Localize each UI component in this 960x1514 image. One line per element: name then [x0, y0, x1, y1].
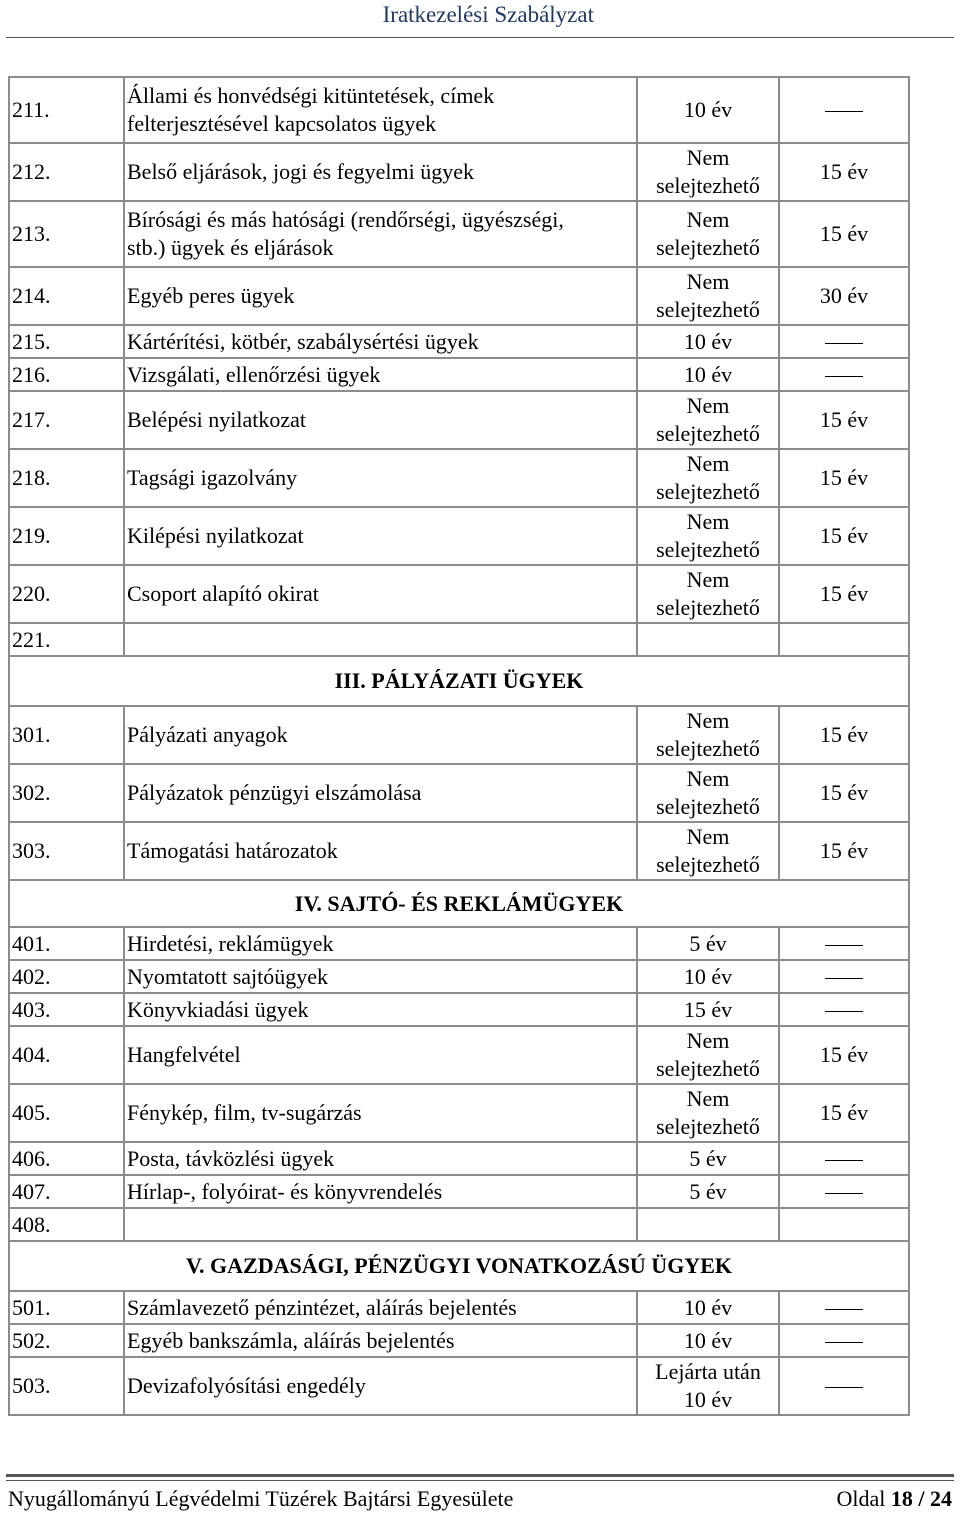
retention-line: 10 év: [683, 1387, 733, 1412]
section-heading-row: [9, 656, 909, 706]
retention-line: 10 év: [683, 963, 733, 989]
archive-period: [779, 1324, 909, 1357]
item-number: 219.: [9, 507, 124, 565]
description-line: Egyéb peres ügyek: [127, 283, 295, 308]
retention-line: Nem: [686, 393, 730, 418]
description-line: Pályázati anyagok: [127, 722, 288, 747]
retention-line: 10 év: [683, 97, 733, 122]
description-line: Támogatási határozatok: [127, 838, 338, 863]
retention-period: [637, 201, 779, 267]
item-description: [124, 565, 637, 623]
item-number: 503.: [9, 1357, 124, 1415]
item-number: 406.: [9, 1142, 124, 1175]
dash-mark: [825, 945, 863, 946]
description-line: Posta, távközlési ügyek: [127, 1145, 335, 1171]
item-description: [124, 143, 637, 201]
retention-line: selejtezhető: [656, 794, 760, 819]
dash-mark: [825, 1342, 863, 1343]
archive-period: [779, 1175, 909, 1208]
retention-period: [637, 1208, 779, 1241]
table-row: [9, 1324, 909, 1357]
table-row: [9, 325, 909, 358]
retention-line: selejtezhető: [656, 852, 760, 877]
dash-mark: [825, 1160, 863, 1161]
retention-line: selejtezhető: [656, 1114, 760, 1139]
retention-line: Nem: [686, 145, 730, 170]
archive-period: [779, 1291, 909, 1324]
item-description: [124, 201, 637, 267]
retention-period: [637, 143, 779, 201]
retention-line: Nem: [686, 1086, 730, 1111]
section-heading-row: [9, 1241, 909, 1291]
item-description: [124, 507, 637, 565]
section-heading-row: [9, 880, 909, 927]
description-line: Devizafolyósítási engedély: [127, 1373, 366, 1398]
description-line: Számlavezető pénzintézet, aláírás bejelentés: [127, 1294, 517, 1320]
footer-organization: Nyugállományú Légvédelmi Tüzérek Bajtársi Egyesülete: [8, 1486, 514, 1511]
description-line: Kártérítési, kötbér, szabálysértési ügyek: [127, 328, 479, 354]
archive-period: [779, 927, 909, 960]
item-number: 402.: [9, 960, 124, 993]
retention-period: [637, 507, 779, 565]
archive-period: [779, 358, 909, 391]
dash-mark: [825, 1387, 863, 1388]
table-row: [9, 1175, 909, 1208]
item-number: 502.: [9, 1324, 124, 1357]
retention-period: [637, 960, 779, 993]
item-description: [124, 764, 637, 822]
retention-period: [637, 822, 779, 880]
retention-line: selejtezhető: [656, 297, 760, 322]
description-line: Vizsgálati, ellenőrzési ügyek: [127, 361, 381, 387]
page-header: [0, 0, 960, 38]
page-number: [836, 1486, 952, 1512]
retention-period: [637, 1084, 779, 1142]
retention-period: [637, 927, 779, 960]
retention-line: selejtezhető: [656, 537, 760, 562]
item-number: 214.: [9, 267, 124, 325]
description-line: Állami és honvédségi kitüntetések, címek: [127, 83, 495, 108]
description-line: Pályázatok pénzügyi elszámolása: [127, 780, 422, 805]
item-number: 213.: [9, 201, 124, 267]
description-line: Egyéb bankszámla, aláírás bejelentés: [127, 1327, 455, 1353]
dash-mark: [825, 1193, 863, 1194]
item-number: 220.: [9, 565, 124, 623]
item-description: [124, 325, 637, 358]
item-description: [124, 993, 637, 1026]
retention-period: [637, 1291, 779, 1324]
retention-line: Nem: [686, 824, 730, 849]
header-divider: [6, 37, 954, 38]
archive-period: 15 év: [779, 201, 909, 267]
archive-period: [779, 1357, 909, 1415]
item-description: [124, 358, 637, 391]
retention-period: [637, 1142, 779, 1175]
retention-line: selejtezhető: [656, 235, 760, 260]
item-description: [124, 1291, 637, 1324]
retention-line: Nem: [686, 207, 730, 232]
retention-period: [637, 325, 779, 358]
table-row: [9, 822, 909, 880]
item-number: 218.: [9, 449, 124, 507]
archive-period: [779, 960, 909, 993]
archive-period: 15 év: [779, 565, 909, 623]
description-line: Fénykép, film, tv-sugárzás: [127, 1100, 362, 1125]
item-description: [124, 1084, 637, 1142]
table-row: [9, 1291, 909, 1324]
description-line: Kilépési nyilatkozat: [127, 523, 304, 548]
table-row: [9, 143, 909, 201]
archive-period: [779, 325, 909, 358]
item-description: [124, 927, 637, 960]
description-line: Bírósági és más hatósági (rendőrségi, ügyészségi,: [127, 207, 564, 232]
document-title: Iratkezelési Szabályzat: [382, 2, 594, 27]
item-description: [124, 1208, 637, 1241]
page-label: Oldal: [836, 1486, 886, 1511]
retention-line: selejtezhető: [656, 736, 760, 761]
item-number: 303.: [9, 822, 124, 880]
table-row: [9, 201, 909, 267]
archive-period: 15 év: [779, 143, 909, 201]
page-separator: /: [918, 1486, 925, 1511]
archive-period: [779, 1142, 909, 1175]
retention-line: Nem: [686, 451, 730, 476]
archive-period: 15 év: [779, 507, 909, 565]
archive-period: 15 év: [779, 822, 909, 880]
dash-mark: [825, 343, 863, 344]
retention-line: selejtezhető: [656, 173, 760, 198]
retention-line: selejtezhető: [656, 421, 760, 446]
table-row: [9, 960, 909, 993]
archive-period: 15 év: [779, 449, 909, 507]
retention-period: [637, 391, 779, 449]
description-line: Csoport alapító okirat: [127, 581, 319, 606]
retention-line: 10 év: [683, 1294, 733, 1320]
retention-line: 10 év: [683, 1327, 733, 1353]
table-row: [9, 623, 909, 656]
description-line: Hírlap-, folyóirat- és könyvrendelés: [127, 1178, 443, 1204]
retention-line: selejtezhető: [656, 1056, 760, 1081]
table-row: [9, 358, 909, 391]
item-description: [124, 1175, 637, 1208]
archive-period: [779, 623, 909, 656]
table-row: [9, 706, 909, 764]
archive-period: 15 év: [779, 706, 909, 764]
item-number: 221.: [9, 623, 124, 656]
archive-period: 15 év: [779, 1026, 909, 1084]
page-current: 18: [890, 1486, 913, 1511]
archive-period: [779, 993, 909, 1026]
table-row: [9, 391, 909, 449]
item-description: [124, 77, 637, 143]
description-line: felterjesztésével kapcsolatos ügyek: [127, 111, 437, 136]
retention-period: [637, 764, 779, 822]
retention-line: Nem: [686, 708, 730, 733]
item-description: [124, 623, 637, 656]
retention-period: [637, 77, 779, 143]
section-heading: III. PÁLYÁZATI ÜGYEK: [9, 656, 909, 706]
footer-divider-thick: [6, 1474, 954, 1477]
item-description: [124, 449, 637, 507]
description-line: Belépési nyilatkozat: [127, 407, 306, 432]
description-line: Könyvkiadási ügyek: [127, 996, 309, 1022]
retention-line: 5 év: [689, 1145, 727, 1171]
item-description: [124, 960, 637, 993]
item-number: 501.: [9, 1291, 124, 1324]
item-number: 217.: [9, 391, 124, 449]
item-number: 212.: [9, 143, 124, 201]
section-heading: V. GAZDASÁGI, PÉNZÜGYI VONATKOZÁSÚ ÜGYEK: [9, 1241, 909, 1291]
retention-line: selejtezhető: [656, 479, 760, 504]
description-line: Hirdetési, reklámügyek: [127, 930, 334, 956]
table-row: [9, 267, 909, 325]
table-row: [9, 1084, 909, 1142]
archive-period: 30 év: [779, 267, 909, 325]
retention-line: 10 év: [683, 361, 733, 387]
retention-period: [637, 358, 779, 391]
description-line: Belső eljárások, jogi és fegyelmi ügyek: [127, 159, 475, 184]
table-row: [9, 449, 909, 507]
description-line: Tagsági igazolvány: [127, 465, 298, 490]
retention-line: 15 év: [683, 996, 733, 1022]
dash-mark: [825, 978, 863, 979]
retention-line: Nem: [686, 567, 730, 592]
retention-line: Nem: [686, 509, 730, 534]
dash-mark: [825, 1309, 863, 1310]
records-table-body: [9, 77, 909, 1415]
retention-line: selejtezhető: [656, 595, 760, 620]
item-number: 301.: [9, 706, 124, 764]
item-description: [124, 1324, 637, 1357]
table-row: [9, 993, 909, 1026]
table-row: [9, 1208, 909, 1241]
description-line: Hangfelvétel: [127, 1042, 241, 1067]
item-description: [124, 1026, 637, 1084]
retention-line: 10 év: [683, 328, 733, 354]
description-line: stb.) ügyek és eljárások: [127, 235, 334, 260]
dash-mark: [825, 111, 863, 112]
records-retention-table: [8, 76, 910, 1416]
item-description: [124, 822, 637, 880]
dash-mark: [825, 1011, 863, 1012]
dash-mark: [825, 376, 863, 377]
retention-period: [637, 449, 779, 507]
table-row: [9, 507, 909, 565]
table-row: [9, 77, 909, 143]
item-number: 401.: [9, 927, 124, 960]
retention-line: 5 év: [689, 930, 727, 956]
retention-period: [637, 1357, 779, 1415]
section-heading: IV. SAJTÓ- ÉS REKLÁMÜGYEK: [9, 880, 909, 927]
retention-line: Nem: [686, 269, 730, 294]
retention-period: [637, 267, 779, 325]
retention-period: [637, 565, 779, 623]
table-row: [9, 1357, 909, 1415]
retention-period: [637, 1026, 779, 1084]
item-number: 408.: [9, 1208, 124, 1241]
archive-period: 15 év: [779, 391, 909, 449]
item-description: [124, 391, 637, 449]
archive-period: [779, 77, 909, 143]
item-number: 407.: [9, 1175, 124, 1208]
retention-line: Nem: [686, 1028, 730, 1053]
retention-line: Nem: [686, 766, 730, 791]
archive-period: [779, 1208, 909, 1241]
item-number: 302.: [9, 764, 124, 822]
footer-divider-thin: [6, 1480, 954, 1481]
item-number: 405.: [9, 1084, 124, 1142]
item-description: [124, 1142, 637, 1175]
retention-period: [637, 706, 779, 764]
item-number: 404.: [9, 1026, 124, 1084]
item-number: 403.: [9, 993, 124, 1026]
item-description: [124, 1357, 637, 1415]
retention-period: [637, 1324, 779, 1357]
table-row: [9, 927, 909, 960]
table-row: [9, 1142, 909, 1175]
retention-period: [637, 993, 779, 1026]
retention-period: [637, 623, 779, 656]
archive-period: 15 év: [779, 764, 909, 822]
retention-line: Lejárta után: [655, 1359, 761, 1384]
table-row: [9, 565, 909, 623]
item-description: [124, 706, 637, 764]
retention-line: 5 év: [689, 1178, 727, 1204]
page-total: 24: [930, 1486, 952, 1511]
item-description: [124, 267, 637, 325]
item-number: 215.: [9, 325, 124, 358]
archive-period: 15 év: [779, 1084, 909, 1142]
item-number: 216.: [9, 358, 124, 391]
description-line: Nyomtatott sajtóügyek: [127, 963, 329, 989]
item-number: 211.: [9, 77, 124, 143]
table-row: [9, 764, 909, 822]
retention-period: [637, 1175, 779, 1208]
table-row: [9, 1026, 909, 1084]
